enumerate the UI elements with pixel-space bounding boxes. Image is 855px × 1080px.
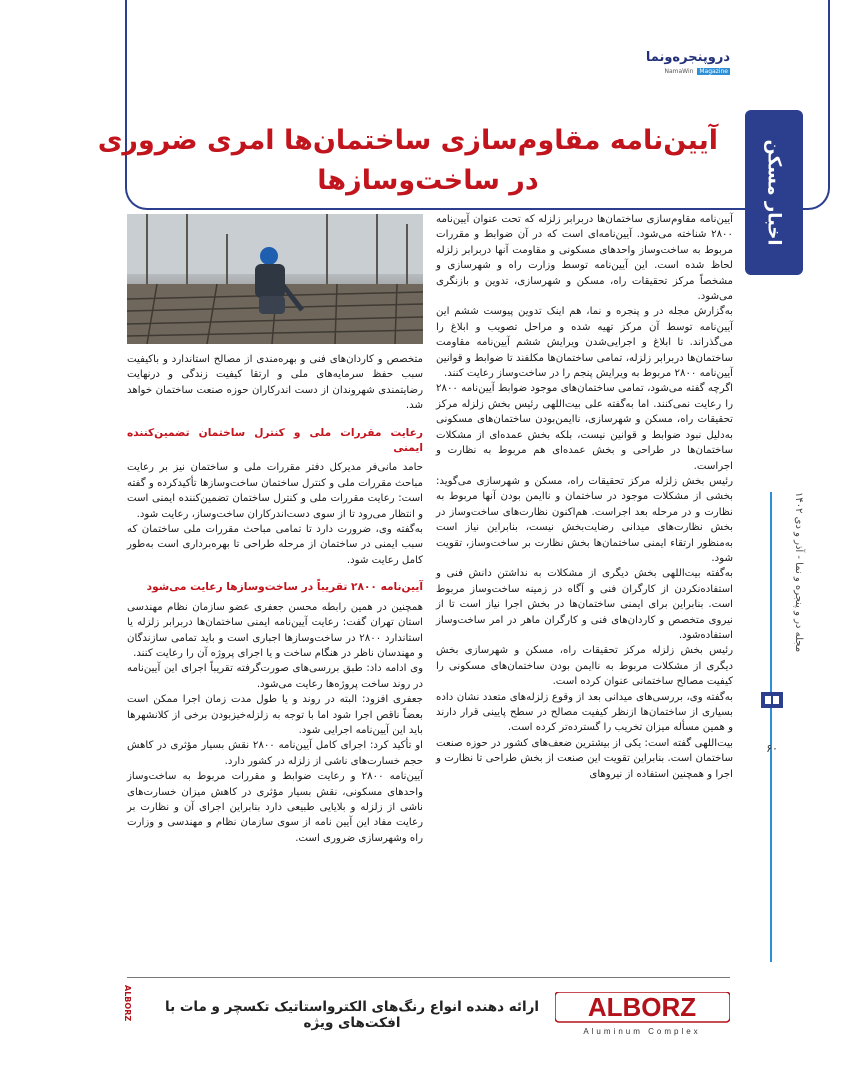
paragraph: آیین‌نامه ۲۸۰۰ و رعایت ضوابط و مقررات مربوط به ساخت‌وساز واحدهای مسکونی، نقش بسیار مؤثری در کاهش میزان خسارت‌های ناشی از زلزله و بلایایی طبیعی دارد بنابراین اجرای آن و نظارت بر رعایت مفاد این آیین نامه از سوی سازمان نظام و مهندسی و وزارت راه وشهرسازی ضروری است. bbox=[127, 771, 424, 844]
ad-side-mark bbox=[120, 985, 136, 1045]
paragraph: به‌گفته وی، بررسی‌های میدانی بعد از وقوع زلزله‌های متعدد نشان داده بسیاری از ساختمان‌ها ازنظر کیفیت مصالح در سطح پایینی قرار دارند و همین مسأله میزان تخریب را گسترده‌تر کرده است. bbox=[436, 691, 733, 734]
magazine-mark-icon bbox=[759, 688, 785, 712]
paragraph: به‌گزارش مجله در و پنجره و نما، هم اینک تدوین پیوست ششم این آیین‌نامه توسط آن مرکز تهیه شده و مراحل تصویب و ابلاغ را می‌گذراند. تا ابلاغ و اجرایی‌شدن ویرایش ششم آیین‌نامه مقاومت ساختمان‌ها دربرابر زلزله، تمامی ساختمان‌ها مکلفند تا ضوابط و قوانین آیین‌نامه ۲۸۰۰ مربوط به ویرایش پنجم را در ساخت‌وساز رعایت کنند. bbox=[436, 306, 733, 380]
magazine-brand: دروپنجره‌ونما bbox=[645, 50, 730, 65]
alborz-logo bbox=[555, 992, 730, 1038]
paragraph: رئیس بخش زلزله مرکز تحقیقات راه، مسکن و شهرسازی بخش دیگری از مشکلات مربوط به ناایمن بودن ساختمان‌های مسکونی را کیفیت مصالح ساختمانی عنوان کرده است. bbox=[436, 645, 733, 688]
margin-rule bbox=[770, 492, 772, 962]
subheading: آیین‌نامه ۲۸۰۰ تقریباً در ساخت‌وسازها رعایت می‌شود bbox=[146, 581, 423, 594]
brand-magazine: Magazine bbox=[699, 68, 728, 75]
article-left-column bbox=[127, 352, 423, 846]
paragraph: آیین‌نامه مقاوم‌سازی ساختمان‌ها دربرابر زلزله که تحت عنوان آیین‌نامه ۲۸۰۰ شناخته می‌شود. آیین‌نامه‌ای است که در آن ضوابط و مقررات مربوط به ساخت‌وساز واحدهای مسکونی و مقاومت آنها دربرابر زلزله لحاظ شده است. این آیین‌نامه توسط وزارت راه و شهرسازی و مشخصاً مرکز تحقیقات راه، مسکن و شهرسازی، تدوین و بازنگری می‌شود. bbox=[436, 214, 733, 303]
article-title-line2: در ساخت‌وسازها bbox=[317, 165, 539, 196]
ad-tagline: ارائه دهنده انواع رنگ‌های الکترواستاتیک تکسچر و مات با افکت‌های ویژه bbox=[165, 999, 539, 1031]
paragraph: همچنین در همین رابطه محسن جعفری عضو سازمان نظام مهندسی استان تهران گفت: رعایت آیین‌نامه ایمنی ساختمان‌ها دربرابر زلزله یا استاندارد ۲۸۰۰ در ساخت‌وسازها اجباری است و باید تمامی سازندگان و مهندسان ناظر در هنگام ساخت و یا اجرای پروژه آن را رعایت کنند. bbox=[127, 601, 423, 659]
alborz-brand: ALBORZ bbox=[587, 992, 697, 1022]
paragraph: جعفری افزود: البته در روند و یا طول مدت زمان اجرا ممکن است بعضاً ناقص اجرا شود اما با توجه به زلزله‌خیزبودن برخی از کلانشهرها باید این آیین‌نامه اجرایی شود. bbox=[127, 694, 423, 736]
article-title-line1: آیین‌نامه مقاوم‌سازی ساختمان‌ها امری ضروری bbox=[97, 125, 718, 156]
paragraph: حامد مانی‌فر مدیرکل دفتر مقررات ملی و ساختمان نیز بر رعایت مباحث مقررات ملی و کنترل ساختمان ساخت‌وسازها تأکیدکرده و گفته است: رعایت مقررات ملی و کنترل ساختمان تضمین‌کننده ایمنی است و انتظار می‌رود تا از سوی دست‌اندرکاران ساخت‌وساز، رعایت شود. bbox=[127, 462, 423, 520]
article-right-column bbox=[436, 212, 733, 782]
subheading: رعایت مقررات ملی و کنترل ساختمان تضمین‌کننده ایمنی bbox=[127, 426, 423, 455]
magazine-brand-latin bbox=[664, 68, 730, 75]
page-number: ۶۰ bbox=[766, 742, 778, 755]
paragraph: او تأکید کرد: اجرای کامل آیین‌نامه ۲۸۰۰ نقش بسیار مؤثری در کاهش حجم خسارت‌های ناشی از زلزله در کشور دارد. bbox=[127, 740, 423, 767]
running-head-text: مجله در و پنجره و نما - آذر و دی ۱۴۰۲ bbox=[793, 492, 804, 653]
running-head bbox=[790, 492, 810, 792]
paragraph: رئیس بخش زلزله مرکز تحقیقات راه، مسکن و شهرسازی می‌گوید: بخشی از مشکلات موجود در ساختمان و ناایمن بودن آنها مربوط به نظارت و در مرحله بعد اجراست. هم‌اکنون نظارت‌های ساخت‌وساز در بخش نظارت‌های میدانی رضایت‌بخش نیست، بنابراین نیاز است به‌منظور ارتقاء ایمنی ساختمان‌ها بخش نظارت بر ساخت‌وساز، تقویت شود. bbox=[436, 475, 733, 564]
ad-side-text: ALBORZ bbox=[123, 985, 132, 1022]
paragraph: اگرچه گفته می‌شود، تمامی ساختمان‌های موجود ضوابط آیین‌نامه ۲۸۰۰ را رعایت نمی‌کنند. اما به‌گفته علی بیت‌اللهی رئیس بخش زلزله مرکز تحقیقات راه، مسکن و شهرسازی، ناایمن‌بودن ساختمان‌های مسکونی به‌دلیل نبود ضوابط و قوانین نیست، بلکه بخش عمده‌ای از مشکلات ساختمان‌ها در طراحی و بخش عمده‌ای هم مربوط به نظارت و اجراست. bbox=[436, 383, 733, 472]
paragraph: متخصص و کاردان‌های فنی و بهره‌مندی از مصالح استاندارد و باکیفیت سبب حفظ سرمایه‌های ملی و ارتقا کیفیت زندگی و درنهایت رضایتمندی شهروندان از دست اندرکاران حوزه صنعت ساختمان خواهد شد. bbox=[127, 354, 423, 412]
magazine-logo bbox=[640, 50, 730, 80]
paragraph: وی ادامه داد: طبق بررسی‌های صورت‌گرفته تقریباً اجرای این آیین‌نامه در روند ساخت پروژه‌ها رعایت می‌شود. bbox=[127, 663, 423, 690]
alborz-brand-sub: Aluminum Complex bbox=[583, 1027, 701, 1036]
section-tab bbox=[745, 110, 803, 275]
paragraph: به‌گفته بیت‌اللهی بخش دیگری از مشکلات به نداشتن دانش فنی و استفاده‌نکردن از کارگران فنی و آگاه در زمینه ساخت‌وساز مربوط است. بنابراین برای ایمنی ساختمان‌ها در بخش اجرا نیاز است تا از نیروی متخصص و کاردان‌های فنی و کارگران ماهر در امر ساخت‌وساز استفاده‌شود. bbox=[436, 568, 733, 641]
footer-divider bbox=[127, 977, 730, 978]
article-photo bbox=[127, 214, 423, 344]
paragraph: به‌گفته وی، ضرورت دارد تا تمامی مباحث مقررات ملی ساختمان که سبب ایمنی در ساختمان از مرحله طراحی تا بهره‌برداری است به‌طور کامل رعایت شود. bbox=[127, 524, 423, 566]
paragraph: بیت‌اللهی گفته است: یکی از بیشترین ضعف‌های کشور در حوزه صنعت ساختمان است. بنابراین تقویت این صنعت از بخش طراحی تا نظارت و اجرا و همچنین استفاده از نیروهای bbox=[436, 737, 733, 780]
article-title bbox=[97, 113, 728, 205]
brand-latin: NamaWin bbox=[664, 68, 694, 75]
construction-worker-image bbox=[127, 214, 423, 344]
section-label: اخبار مسکن bbox=[763, 139, 785, 246]
